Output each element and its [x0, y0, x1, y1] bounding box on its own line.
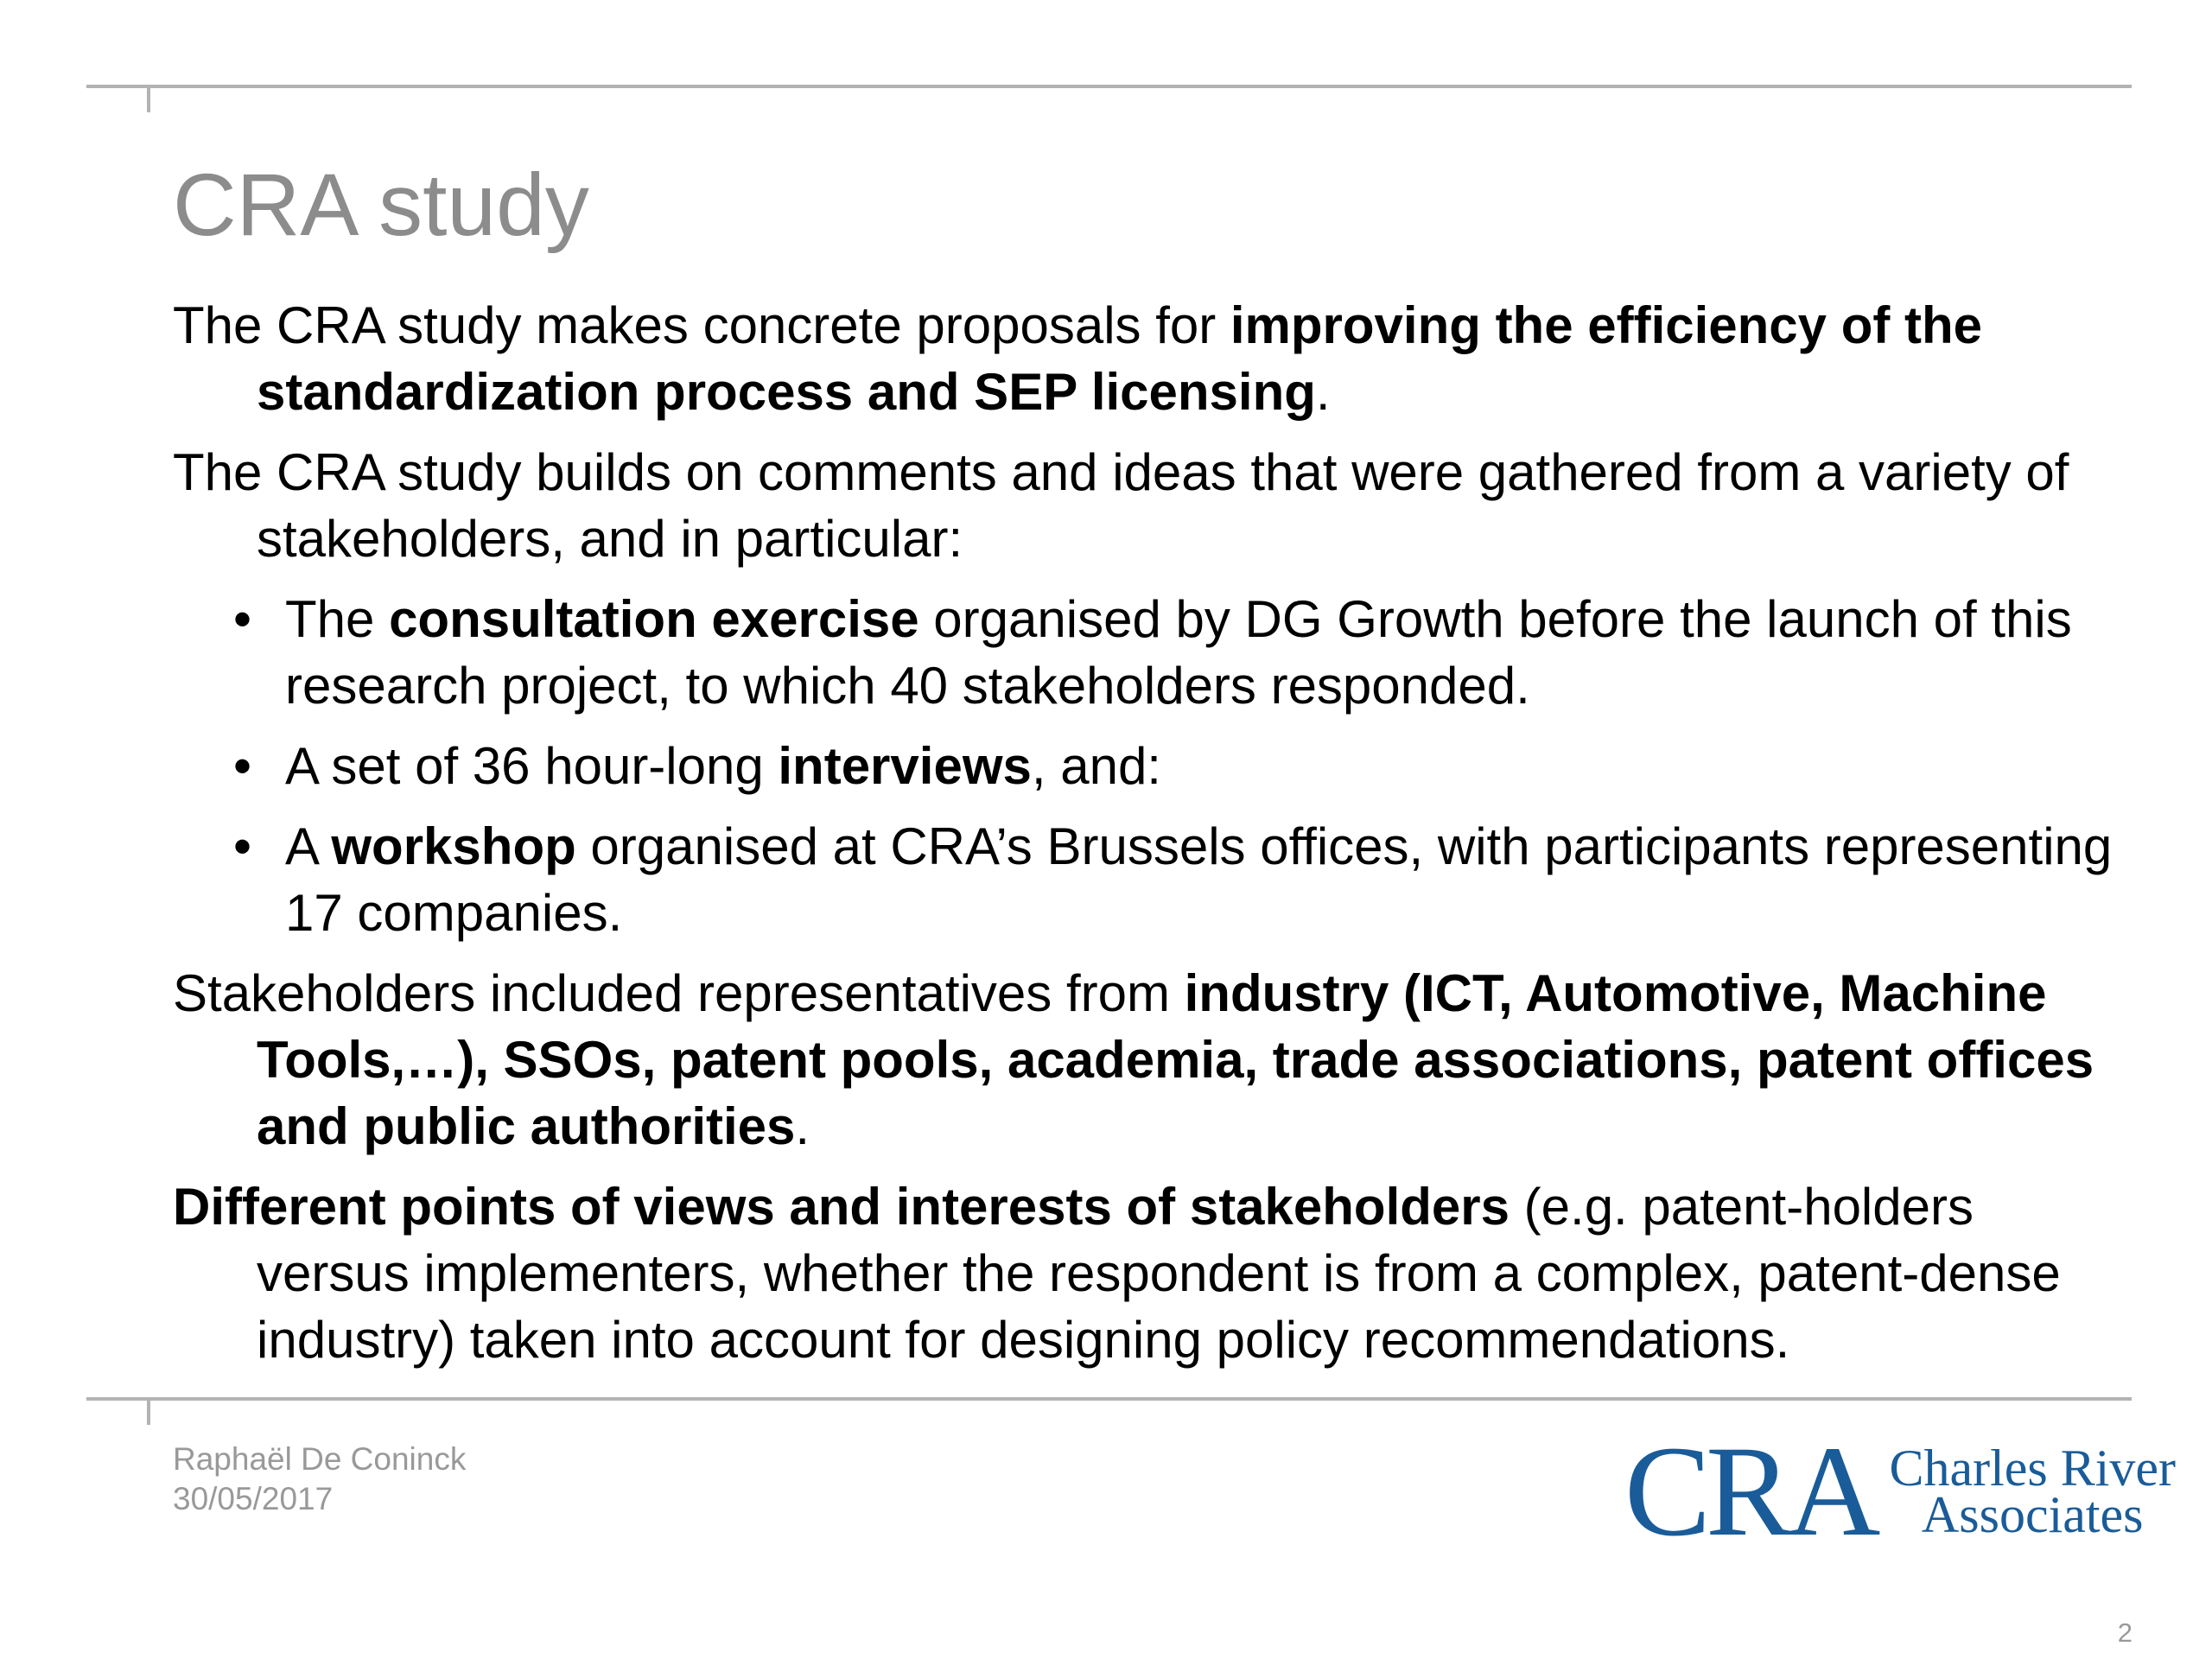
- top-divider-tick: [147, 86, 150, 112]
- paragraph-text: The CRA study makes concrete proposals for: [173, 296, 1230, 354]
- logo-line-1: Charles River: [1889, 1440, 2177, 1497]
- paragraph-emphasis: improving the efficiency of the standardization process and SEP licensing: [257, 296, 1983, 421]
- paragraph-proposals: [173, 292, 2134, 425]
- bullet-item-workshop: [173, 813, 2134, 946]
- bullet-emphasis: consultation exercise: [389, 590, 919, 648]
- logo-wordmark: [1889, 1440, 2177, 1543]
- paragraph-points-of-view: [173, 1173, 2134, 1373]
- paragraph-stakeholder-input: [173, 439, 2134, 572]
- paragraph-emphasis: industry (ICT, Automotive, Machine Tools,…), SSOs, patent pools, academia, trade associations, patent offices and public authorities: [257, 964, 2094, 1155]
- bullet-text: organised at CRA’s Brussels offices, with participants representing 17 companies.: [285, 817, 2113, 942]
- bullet-emphasis: workshop: [331, 817, 576, 875]
- slide-title: CRA study: [173, 156, 589, 254]
- top-divider: [86, 85, 2132, 88]
- bottom-divider: [86, 1397, 2132, 1401]
- bottom-divider-tick: [147, 1399, 150, 1425]
- logo-mark: CRA: [1624, 1420, 1876, 1563]
- logo-line-2: Associates: [1921, 1486, 2144, 1543]
- footer-author: Raphaël De Coninck: [173, 1441, 467, 1477]
- bullet-dot: •: [233, 817, 252, 875]
- paragraph-text: Stakeholders included representatives from: [173, 964, 1185, 1022]
- bullet-text: The: [285, 590, 390, 648]
- slide-body: [173, 292, 2134, 1387]
- paragraph-text: The CRA study builds on comments and ideas that were gathered from a variety of stakeholders, and in particular:: [173, 443, 2069, 568]
- paragraph-text: (e.g. patent-holders versus implementers, whether the respondent is from a complex, patent-dense industry) taken into account for designing policy recommendations.: [257, 1178, 2061, 1369]
- bullet-item-consultation: [173, 586, 2134, 719]
- bullet-text: , and:: [1031, 737, 1161, 795]
- bullet-list: [173, 586, 2134, 946]
- footer-date: 30/05/2017: [173, 1481, 334, 1516]
- paragraph-text: .: [1315, 363, 1331, 421]
- bullet-emphasis: interviews: [778, 737, 1032, 795]
- bullet-dot: •: [233, 737, 252, 795]
- paragraph-emphasis: Different points of views and interests of stakeholders: [173, 1178, 1510, 1236]
- bullet-text: A set of 36 hour-long: [285, 737, 779, 795]
- bullet-text: organised by DG Growth before the launch of this research project, to which 40 stakeholders responded.: [285, 590, 2072, 715]
- footer-info: [173, 1440, 466, 1519]
- company-logo: [1624, 1420, 2177, 1563]
- bullet-text: A: [285, 817, 332, 875]
- paragraph-stakeholder-groups: [173, 960, 2134, 1160]
- paragraph-text: .: [795, 1097, 810, 1155]
- bullet-dot: •: [233, 590, 252, 648]
- page-number: 2: [2117, 1618, 2133, 1648]
- bullet-item-interviews: [173, 733, 2134, 799]
